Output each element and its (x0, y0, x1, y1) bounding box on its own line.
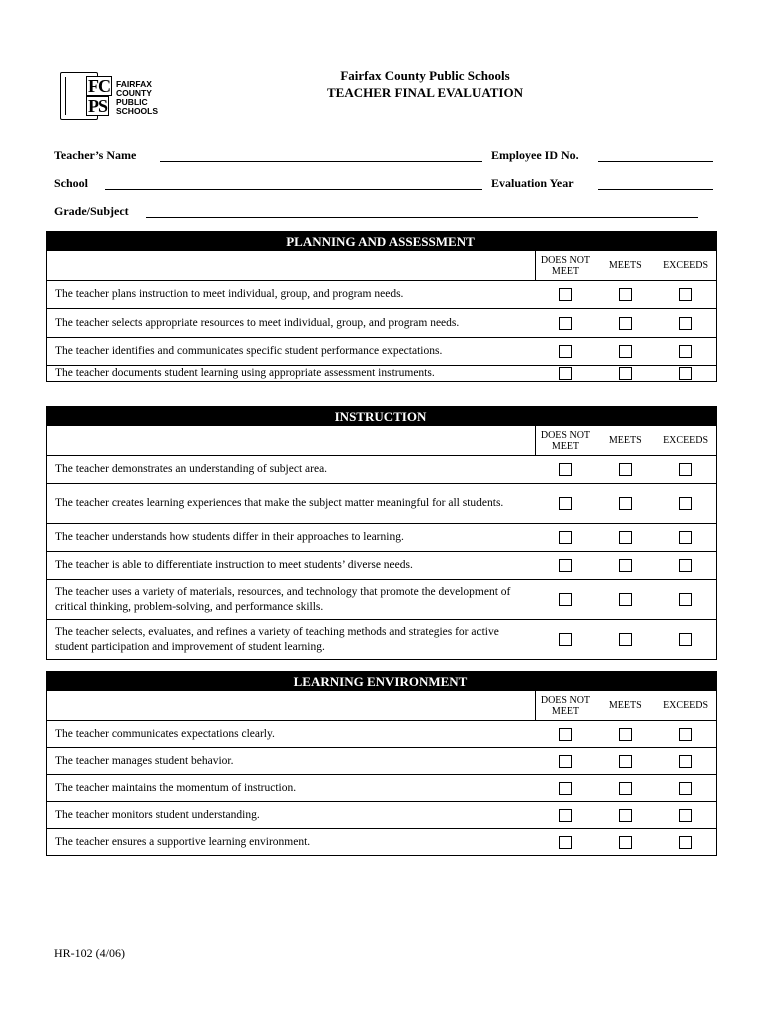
section-title: INSTRUCTION (47, 407, 716, 426)
column-does-not-meet: DOES NOT MEET (540, 694, 591, 717)
does-not-meet-checkbox[interactable] (559, 593, 572, 606)
criterion-row (47, 483, 716, 523)
criterion-text: The teacher communicates expectations clearly. (55, 727, 275, 740)
does-not-meet-checkbox[interactable] (559, 288, 572, 301)
meets-checkbox[interactable] (619, 497, 632, 510)
does-not-meet-checkbox[interactable] (559, 531, 572, 544)
column-header-row (47, 691, 716, 720)
criterion-text: The teacher identifies and communicates specific student performance expectations. (55, 345, 443, 357)
does-not-meet-checkbox[interactable] (559, 367, 572, 380)
column-exceeds: EXCEEDS (663, 700, 709, 711)
criterion-row (47, 720, 716, 747)
exceeds-checkbox[interactable] (679, 559, 692, 572)
does-not-meet-checkbox[interactable] (559, 317, 572, 330)
does-not-meet-checkbox[interactable] (559, 559, 572, 572)
criterion-text: The teacher creates learning experiences that make the subject matter meaningful for all students. (55, 497, 504, 509)
meets-checkbox[interactable] (619, 463, 632, 476)
exceeds-checkbox[interactable] (679, 633, 692, 646)
logo-words: FAIRFAX COUNTY PUBLIC SCHOOLS (116, 79, 159, 116)
teacher-name-label: Teacher’s Name (54, 148, 137, 162)
logo-mark-ps: PS (88, 96, 108, 116)
does-not-meet-checkbox[interactable] (559, 345, 572, 358)
meets-checkbox[interactable] (619, 782, 632, 795)
grade-subject-field[interactable] (146, 217, 698, 218)
meets-checkbox[interactable] (619, 288, 632, 301)
meets-checkbox[interactable] (619, 367, 632, 380)
criterion-text: The teacher understands how students differ in their approaches to learning. (55, 531, 404, 543)
column-does-not-meet: DOES NOT MEET (540, 429, 591, 452)
criterion-text: The teacher manages student behavior. (55, 754, 234, 767)
meets-checkbox[interactable] (619, 755, 632, 768)
criterion-row (47, 774, 716, 801)
column-meets: MEETS (608, 260, 642, 271)
meets-checkbox[interactable] (619, 633, 632, 646)
criterion-row (47, 455, 716, 483)
exceeds-checkbox[interactable] (679, 367, 692, 380)
column-meets: MEETS (608, 700, 642, 711)
criterion-text: The teacher uses a variety of materials, resources, and technology that promote the development of critical thinking, problem-solving, and performance skills. (55, 585, 511, 613)
criterion-text: The teacher documents student learning using appropriate assessment instruments. (55, 367, 435, 379)
exceeds-checkbox[interactable] (679, 463, 692, 476)
meets-checkbox[interactable] (619, 836, 632, 849)
evaluation-year-label: Evaluation Year (491, 176, 574, 190)
criterion-text: The teacher ensures a supportive learning environment. (55, 835, 311, 848)
exceeds-checkbox[interactable] (679, 531, 692, 544)
does-not-meet-checkbox[interactable] (559, 728, 572, 741)
criterion-text: The teacher selects, evaluates, and refines a variety of teaching methods and strategies for active student participation and improvement of student learning. (55, 625, 499, 653)
exceeds-checkbox[interactable] (679, 317, 692, 330)
exceeds-checkbox[interactable] (679, 728, 692, 741)
criterion-row (47, 365, 716, 381)
school-label: School (54, 176, 89, 190)
criterion-row (47, 551, 716, 579)
criterion-text: The teacher maintains the momentum of instruction. (55, 781, 297, 794)
meets-checkbox[interactable] (619, 593, 632, 606)
criterion-text: The teacher is able to differentiate instruction to meet students’ diverse needs. (55, 559, 413, 571)
criterion-row (47, 747, 716, 774)
meets-checkbox[interactable] (619, 559, 632, 572)
exceeds-checkbox[interactable] (679, 836, 692, 849)
column-header-row (47, 251, 716, 280)
meets-checkbox[interactable] (619, 317, 632, 330)
teacher-name-field[interactable] (160, 161, 482, 162)
does-not-meet-checkbox[interactable] (559, 809, 572, 822)
employee-id-field[interactable] (598, 161, 713, 162)
grade-subject-label: Grade/Subject (54, 204, 129, 218)
exceeds-checkbox[interactable] (679, 809, 692, 822)
section-2 (46, 406, 717, 660)
exceeds-checkbox[interactable] (679, 288, 692, 301)
column-does-not-meet: DOES NOT MEET (540, 254, 591, 277)
criterion-text: The teacher plans instruction to meet individual, group, and program needs. (55, 288, 404, 300)
employee-id-label: Employee ID No. (491, 148, 579, 162)
meets-checkbox[interactable] (619, 345, 632, 358)
section-title: PLANNING AND ASSESSMENT (47, 232, 716, 251)
section-title: LEARNING ENVIRONMENT (47, 672, 716, 691)
does-not-meet-checkbox[interactable] (559, 755, 572, 768)
exceeds-checkbox[interactable] (679, 593, 692, 606)
meets-checkbox[interactable] (619, 728, 632, 741)
criterion-row (47, 579, 716, 619)
does-not-meet-checkbox[interactable] (559, 497, 572, 510)
criterion-row (47, 308, 716, 337)
does-not-meet-checkbox[interactable] (559, 633, 572, 646)
column-exceeds: EXCEEDS (663, 435, 709, 446)
school-field[interactable] (105, 189, 482, 190)
criterion-row (47, 619, 716, 659)
form-title: TEACHER FINAL EVALUATION (326, 85, 523, 100)
does-not-meet-checkbox[interactable] (559, 463, 572, 476)
column-exceeds: EXCEEDS (663, 260, 709, 271)
criterion-text: The teacher selects appropriate resources to meet individual, group, and program needs. (55, 316, 460, 329)
does-not-meet-checkbox[interactable] (559, 836, 572, 849)
criterion-row (47, 280, 716, 308)
evaluation-year-field[interactable] (598, 189, 713, 190)
does-not-meet-checkbox[interactable] (559, 782, 572, 795)
criterion-text: The teacher monitors student understanding. (55, 808, 260, 821)
section-1 (46, 231, 717, 382)
section-3 (46, 671, 717, 856)
exceeds-checkbox[interactable] (679, 497, 692, 510)
exceeds-checkbox[interactable] (679, 755, 692, 768)
criterion-row (47, 828, 716, 855)
org-name: Fairfax County Public Schools (340, 68, 510, 83)
meets-checkbox[interactable] (619, 809, 632, 822)
exceeds-checkbox[interactable] (679, 782, 692, 795)
criterion-row (47, 801, 716, 828)
meets-checkbox[interactable] (619, 531, 632, 544)
exceeds-checkbox[interactable] (679, 345, 692, 358)
form-code: HR-102 (4/06) (54, 946, 125, 960)
logo-mark-fc: FC (88, 76, 110, 96)
criterion-text: The teacher demonstrates an understanding of subject area. (55, 463, 328, 475)
column-header-row (47, 426, 716, 455)
column-meets: MEETS (608, 435, 642, 446)
criterion-row (47, 523, 716, 551)
criterion-row (47, 337, 716, 365)
